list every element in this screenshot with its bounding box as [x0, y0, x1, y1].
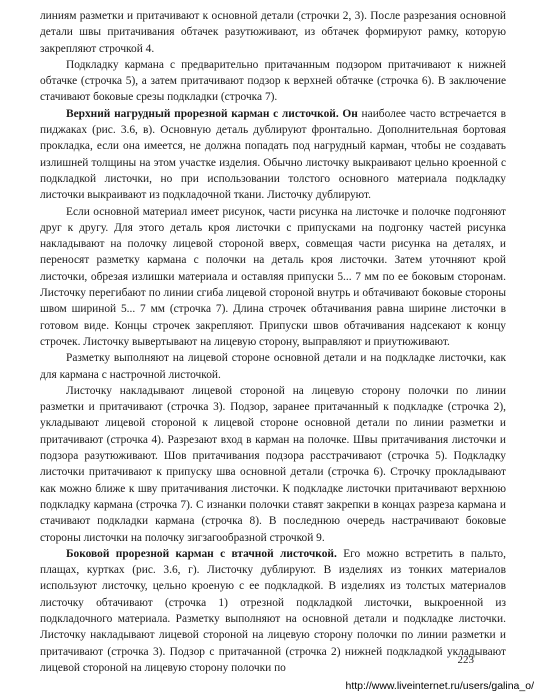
footer-url[interactable]: http://www.liveinternet.ru/users/galina_o/ [345, 680, 534, 692]
paragraph-3-breast-pocket: Верхний нагрудный прорезной карман с листочкой. Он наиболее часто встречается в пиджаках (рис. 3.6, в). Основную деталь дублируют фронтально. Дополнительная бортовая прокладка, если она имеется, не должна попадать под нагрудный карман, чтобы не создавать излишней толщины на этом участке изделия. Обычно листочку выкраивают цельно кроенной с подкладкой листочки, но при использовании толстого основного материала подкладку листочки выкраивают из подкладочной ткани. Листочку дублируют. [40, 107, 506, 202]
paragraph-2: Подкладку кармана с предварительно притачанным подзором притачивают к нижней обтачке (строчка 5), а затем притачивают подзор к верхней обтачке (строчка 6). В заключение стачивают боковые срезы подкладки (строчка 7). [40, 58, 506, 104]
paragraph-1: линиям разметки и притачивают к основной детали (строчки 2, 3). После разрезания основной детали швы притачивания обтачек разутюживают, из обтачек формируют рамку, которую закрепляют строчкой 4. [40, 10, 506, 55]
paragraph-4: Если основной материал имеет рисунок, части рисунка на листочке и полочке подгоняют друг к другу. Для этого деталь кроя листочки с припусками на подгонку частей рисунка накладывают на полочку лицевой стороной вверх, совмещая части рисунка на деталях, и переносят разметку кармана с полочки на деталь кроя листочки. Затем уточняют крой листочки, обрезая излишки материала и оставляя припуски 5... 7 мм по ее боковым сторонам. Листочку перегибают по линии сгиба лицевой стороной внутрь и обтачивают боковые стороны швом шириной 5... 7 мм (строчка 7). Длина строчек обтачивания равна ширине листочки в готовом виде. Концы строчек закрепляют. Припуски швов обтачивания надсекают к концу строчек. Листочку вывертывают на лицевую сторону, выправляют и приутюживают. [40, 205, 506, 348]
section-heading-breast-pocket: Верхний нагрудный прорезной карман с листочкой. Он [66, 107, 358, 120]
section-heading-side-pocket: Боковой прорезной карман с втачной листочкой. [66, 547, 337, 560]
paragraph-7-side-pocket: Боковой прорезной карман с втачной листочкой. Его можно встретить в пальто, плащах, куртках (рис. 3.6, г). Листочку дублируют. В изделиях из тонких материалов используют листочку, цельно кроеную с ее подкладкой. В изделиях из толстых материалов листочку обтачивают (строчка 1) отрезной подкладкой листочки, выкроенной из подкладочного материала. Разметку выполняют на основной детали и подкладке листочки. Листочку накладывают лицевой стороной на лицевую сторону полочки по линии разметки и притачивают (строчка 3). Подзор с притачанной (строчка 2) нижней подкладкой укладывают лицевой стороной на лицевую сторону полочки по [40, 547, 506, 674]
page-number: 223 [457, 654, 474, 666]
paragraph-6: Листочку накладывают лицевой стороной на лицевую сторону полочки по линии разметки и притачивают (строчка 3). Подзор, заранее притачанный к подкладке (строчка 2), укладывают лицевой стороной к лицевой стороне основной детали по линии разметки и притачивают (строчка 4). Разрезают вход в карман на полочке. Швы притачивания листочки и подзора разутюживают. Шов притачивания подзора расстрачивают (строчка 5). Подкладку листочки притачивают к припуску шва основной детали (строчка 6). Строчку прокладывают как можно ближе к шву притачивания листочки. К подкладке листочки притачивают верхнюю подкладку кармана (строчка 7). С изнанки полочки ставят закрепки в концах разреза кармана и стачивают подкладки кармана (строчка 8). В последнюю очередь настрачивают боковые стороны листочки на полочку зигзагообразной строчкой 9. [40, 384, 506, 544]
paragraph-5: Разметку выполняют на лицевой стороне основной детали и на подкладке листочки, как для кармана с настрочной листочкой. [40, 352, 506, 381]
